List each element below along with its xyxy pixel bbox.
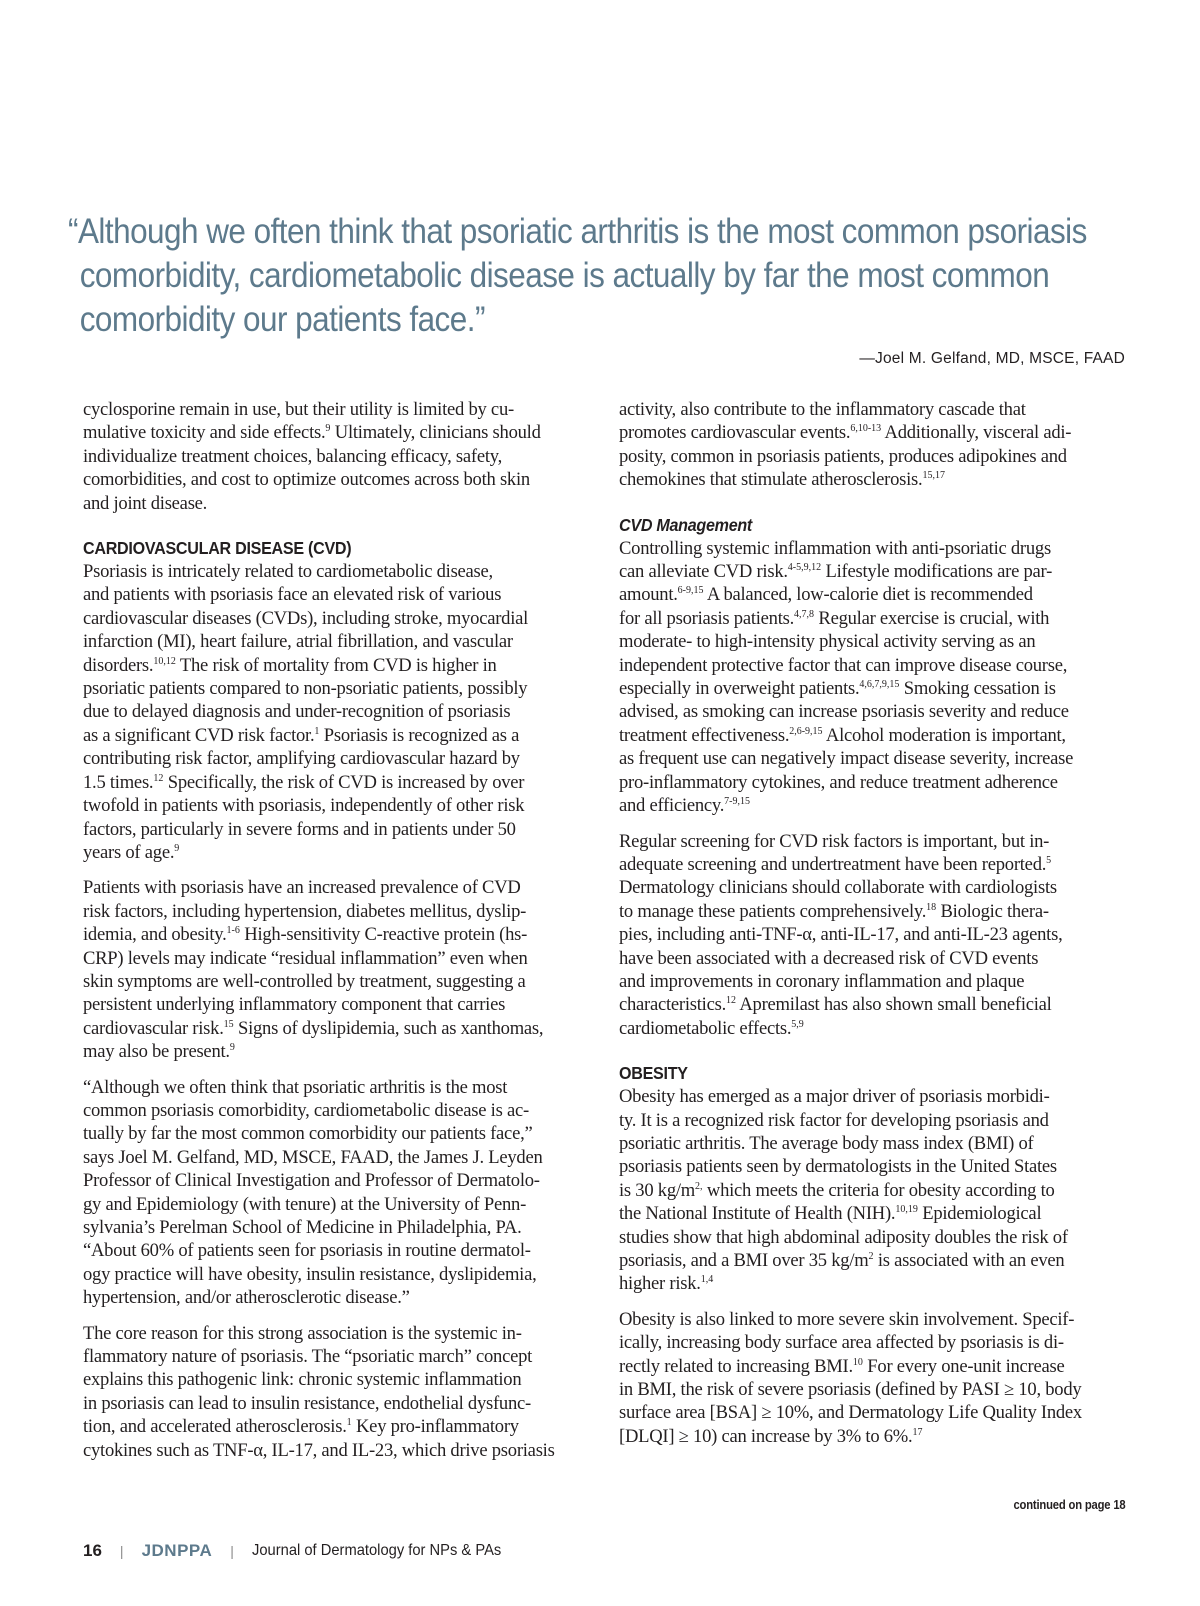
citation-superscript: 18	[926, 901, 937, 913]
text-line: sylvania’s Perelman School of Medicine in Philadelphia, PA.	[83, 1217, 522, 1238]
text-line: cardiometabolic effects.$^{5,9}$	[619, 1017, 804, 1039]
text-line: Obesity has emerged as a major driver of psoriasis morbidi-	[619, 1086, 1050, 1108]
text-line: Patients with psoriasis have an increased prevalence of CVD	[83, 877, 521, 899]
text-line: ty. It is a recognized risk factor for developing psoriasis and	[619, 1109, 1049, 1131]
text-line: comorbidities, and cost to optimize outcomes across both skin	[83, 469, 530, 491]
text-line: studies show that high abdominal adiposity doubles the risk of	[619, 1226, 1068, 1248]
text-line: for all psoriasis patients.$^{4,7,8}$ Regular exercise is crucial, with	[619, 607, 1050, 629]
text-line: Dermatology clinicians should collaborate with cardiologists	[619, 877, 1057, 899]
text-line: is 30 $kg/m^{2,}$ which meets the criteria for obesity according to	[619, 1179, 1055, 1201]
text-line: have been associated with a decreased risk of CVD events	[619, 947, 1039, 969]
text-line: in psoriasis can lead to insulin resistance, endothelial dysfunc-	[83, 1392, 531, 1414]
text-line: risk factors, including hypertension, diabetes mellitus, dyslip-	[83, 900, 527, 922]
text-line: flammatory nature of psoriasis. The “psoriatic march” concept	[83, 1346, 533, 1368]
text-line: surface area [BSA] ≥ 10%, and Dermatology Life Quality Index	[619, 1402, 1082, 1424]
paragraph	[619, 1308, 1129, 1448]
text-line: moderate- to high-intensity physical activity serving as an	[619, 631, 1036, 653]
page-number: 16	[83, 1541, 102, 1560]
citation-superscript: 1	[314, 725, 320, 737]
text-line: chemokines that stimulate atherosclerosis.$^{15,17}$	[619, 469, 945, 491]
text-line: says Joel M. Gelfand, MD, MSCE, FAAD, the James J. Leyden	[83, 1146, 543, 1168]
citation-superscript: 5,9	[791, 1018, 804, 1030]
citation-superscript: 9	[174, 842, 180, 854]
subheading-cvd-management: CVD Management	[619, 514, 753, 535]
citation-superscript: 1	[346, 1417, 352, 1429]
page-footer	[83, 1541, 523, 1561]
citation-superscript: 12	[153, 772, 164, 784]
text-line: as frequent use can negatively impact disease severity, increase	[619, 748, 1074, 770]
text-line: psoriasis patients seen by dermatologists in the United States	[619, 1156, 1057, 1178]
text-line: factors, particularly in severe forms and in patients under 50	[83, 818, 516, 840]
citation-superscript: 10,12	[153, 655, 176, 667]
citation-superscript: 2,6-9,15	[789, 725, 823, 737]
text-line: as a significant CVD risk factor.$^1$ Psoriasis is recognized as a	[83, 724, 520, 746]
continued-note: continued on page 18	[1012, 1498, 1125, 1512]
citation-superscript: 6,10-13	[850, 423, 882, 435]
section-heading-obesity: OBESITY	[619, 1063, 688, 1084]
citation-superscript: 17	[912, 1426, 923, 1438]
text-line: [DLQI] ≥ 10) can increase by 3% to 6%.$^{17}$	[619, 1425, 923, 1447]
text-line: Professor of Clinical Investigation and Professor of Dermatolo-	[83, 1170, 540, 1192]
text-line: disorders.$^{10,12}$ The risk of mortality from CVD is higher in	[83, 654, 497, 676]
text-line: can alleviate CVD risk.$^{4-5,9,12}$ Lifestyle modifications are par-	[619, 561, 1053, 583]
text-line: psoriatic patients compared to non-psoriatic patients, possibly	[83, 678, 528, 700]
text-line: Controlling systemic inflammation with anti-psoriatic drugs	[619, 537, 1051, 559]
citation-superscript: 6-9,15	[677, 585, 704, 597]
citation-superscript: 5	[1046, 854, 1052, 866]
text-line: ogy practice will have obesity, insulin resistance, dyslipidemia,	[83, 1263, 537, 1285]
text-line: psoriasis, and a BMI over 35 $kg/m^2$ is associated with an even	[619, 1250, 1065, 1271]
paragraph	[83, 560, 593, 864]
citation-superscript: 4,6,7,9,15	[859, 679, 900, 691]
text-line: treatment effectiveness.$^{2,6-9,15}$ Alcohol moderation is important,	[619, 724, 1066, 746]
citation-superscript: 7-9,15	[724, 796, 751, 808]
citation-superscript: 10,19	[895, 1204, 918, 1216]
text-line: amount.$^{6-9,15}$ A balanced, low-calorie diet is recommended	[619, 584, 1033, 606]
text-line: individualize treatment choices, balancing efficacy, safety,	[83, 445, 503, 467]
journal-abbreviation: JDNPPA	[141, 1541, 213, 1560]
text-line: hypertension, and/or atherosclerotic disease.”	[83, 1287, 410, 1309]
paragraph	[83, 1076, 593, 1310]
text-line: twofold in patients with psoriasis, independently of other risk	[83, 795, 525, 817]
text-line: common psoriasis comorbidity, cardiometabolic disease is ac-	[83, 1099, 529, 1121]
paragraph	[83, 398, 593, 515]
text-line: The core reason for this strong association is the systemic in-	[83, 1322, 522, 1344]
text-line: and efficiency.$^{7-9,15}$	[619, 795, 751, 817]
text-line: advised, as smoking can increase psoriasis severity and reduce	[619, 701, 1069, 723]
text-line: contributing risk factor, amplifying cardiovascular hazard by	[83, 748, 520, 770]
left-column	[83, 398, 593, 1474]
citation-superscript: 9	[325, 423, 331, 435]
text-line: adequate screening and undertreatment have been reported.$^5$	[619, 853, 1052, 875]
text-line: to manage these patients comprehensively.$^{18}$ Biologic thera-	[619, 900, 1049, 922]
text-line: posity, common in psoriasis patients, produces adipokines and	[619, 445, 1067, 467]
citation-superscript: 15	[223, 1018, 234, 1030]
text-line: cytokines such as TNF-α, IL-17, and IL-23, which drive psoriasis	[83, 1439, 555, 1461]
text-line: gy and Epidemiology (with tenure) at the University of Penn-	[83, 1193, 527, 1215]
text-line: the National Institute of Health (NIH).$^{10,19}$ Epidemiological	[619, 1203, 1042, 1225]
citation-superscript: 4-5,9,12	[787, 562, 822, 574]
paragraph	[619, 830, 1129, 1041]
right-column	[619, 398, 1129, 1460]
text-line: “About 60% of patients seen for psoriasis in routine dermatol-	[83, 1240, 531, 1262]
text-line: explains this pathogenic link: chronic systemic inflammation	[83, 1369, 522, 1391]
citation-superscript: 12	[725, 995, 736, 1007]
paragraph	[619, 537, 1129, 818]
text-line: mulative toxicity and side effects.$^9$ Ultimately, clinicians should	[83, 422, 541, 444]
text-line: characteristics.$^{12}$ Apremilast has also shown small beneficial	[619, 994, 1052, 1016]
text-line: especially in overweight patients.$^{4,6,7,9,15}$ Smoking cessation is	[619, 678, 1056, 700]
paragraph	[83, 1322, 593, 1462]
text-line: psoriatic arthritis. The average body mass index (BMI) of	[619, 1132, 1034, 1154]
text-line: Psoriasis is intricately related to cardiometabolic disease,	[83, 561, 493, 583]
text-line: promotes cardiovascular events.$^{6,10-13}$ Additionally, visceral adi-	[619, 422, 1072, 444]
citation-superscript: 4,7,8	[794, 608, 815, 620]
text-line: idemia, and obesity.$^{1-6}$ High-sensitivity C-reactive protein (hs-	[83, 924, 528, 946]
paragraph	[619, 1085, 1129, 1296]
text-line: and improvements in coronary inflammation and plaque	[619, 970, 1025, 992]
text-line: pro-inflammatory cytokines, and reduce treatment adherence	[619, 771, 1058, 793]
text-line: years of age.$^9$	[83, 841, 180, 863]
text-line: infarction (MI), heart failure, atrial fibrillation, and vascular	[83, 631, 513, 653]
text-line: and joint disease.	[83, 492, 208, 514]
citation-superscript: 9	[229, 1042, 235, 1054]
text-line: Obesity is also linked to more severe skin involvement. Specif-	[619, 1308, 1075, 1330]
section-heading-cvd: CARDIOVASCULAR DISEASE (CVD)	[83, 538, 352, 559]
journal-name: Journal of Dermatology for NPs & PAs	[251, 1542, 502, 1559]
text-line: cardiovascular risk.$^{15}$ Signs of dyslipidemia, such as xanthomas,	[83, 1017, 544, 1039]
pull-quote-line: “Although we often think that psoriatic arthritis is the most common psoriasis	[68, 212, 1087, 251]
text-line: cyclosporine remain in use, but their utility is limited by cu-	[83, 399, 514, 420]
text-line: independent protective factor that can improve disease course,	[619, 654, 1068, 676]
citation-superscript: 15,17	[922, 470, 945, 482]
text-line: in BMI, the risk of severe psoriasis (defined by PASI ≥ 10, body	[619, 1379, 1082, 1401]
text-line: CRP) levels may indicate “residual inflammation” even when	[83, 947, 528, 969]
pull-quote-line: comorbidity our patients face.”	[79, 300, 485, 339]
text-line: skin symptoms are well-controlled by treatment, suggesting a	[83, 970, 526, 992]
text-line: tually by far the most common comorbidity our patients face,”	[83, 1123, 533, 1145]
footer-separator: |	[119, 1543, 124, 1559]
text-line: and patients with psoriasis face an elevated risk of various	[83, 584, 502, 606]
citation-superscript: 2	[868, 1251, 874, 1262]
text-line: ically, increasing body surface area affected by psoriasis is di-	[619, 1332, 1064, 1354]
citation-superscript: 1,4	[700, 1274, 714, 1286]
text-line: tion, and accelerated atherosclerosis.$^1$ Key pro-inflammatory	[83, 1416, 519, 1438]
text-line: 1.5 times.$^{12}$ Specifically, the risk of CVD is increased by over	[83, 771, 525, 793]
footer-separator: |	[230, 1543, 234, 1559]
text-line: Regular screening for CVD risk factors is important, but in-	[619, 830, 1050, 852]
text-line: activity, also contribute to the inflammatory cascade that	[619, 399, 1026, 420]
pull-quote	[68, 210, 1087, 342]
text-line: rectly related to increasing BMI.$^{10}$ For every one-unit increase	[619, 1355, 1065, 1377]
text-line: persistent underlying inflammatory component that carries	[83, 994, 506, 1016]
citation-superscript: 1-6	[226, 925, 240, 937]
text-line: cardiovascular diseases (CVDs), including stroke, myocardial	[83, 607, 529, 629]
paragraph	[619, 398, 1129, 492]
pull-quote-attribution: —Joel M. Gelfand, MD, MSCE, FAAD	[859, 350, 1125, 367]
pull-quote-line: comorbidity, cardiometabolic disease is actually by far the most common	[79, 256, 1050, 295]
citation-superscript: 10	[852, 1356, 863, 1368]
text-line: pies, including anti-TNF-α, anti-IL-17, and anti-IL-23 agents,	[619, 924, 1063, 946]
text-line: due to delayed diagnosis and under-recognition of psoriasis	[83, 701, 511, 723]
citation-superscript: 2,	[695, 1180, 703, 1192]
text-line: “Although we often think that psoriatic arthritis is the most	[83, 1076, 508, 1098]
text-line: may also be present.$^9$	[83, 1041, 235, 1063]
paragraph	[83, 876, 593, 1063]
text-line: higher risk.$^{1,4}$	[619, 1273, 714, 1295]
